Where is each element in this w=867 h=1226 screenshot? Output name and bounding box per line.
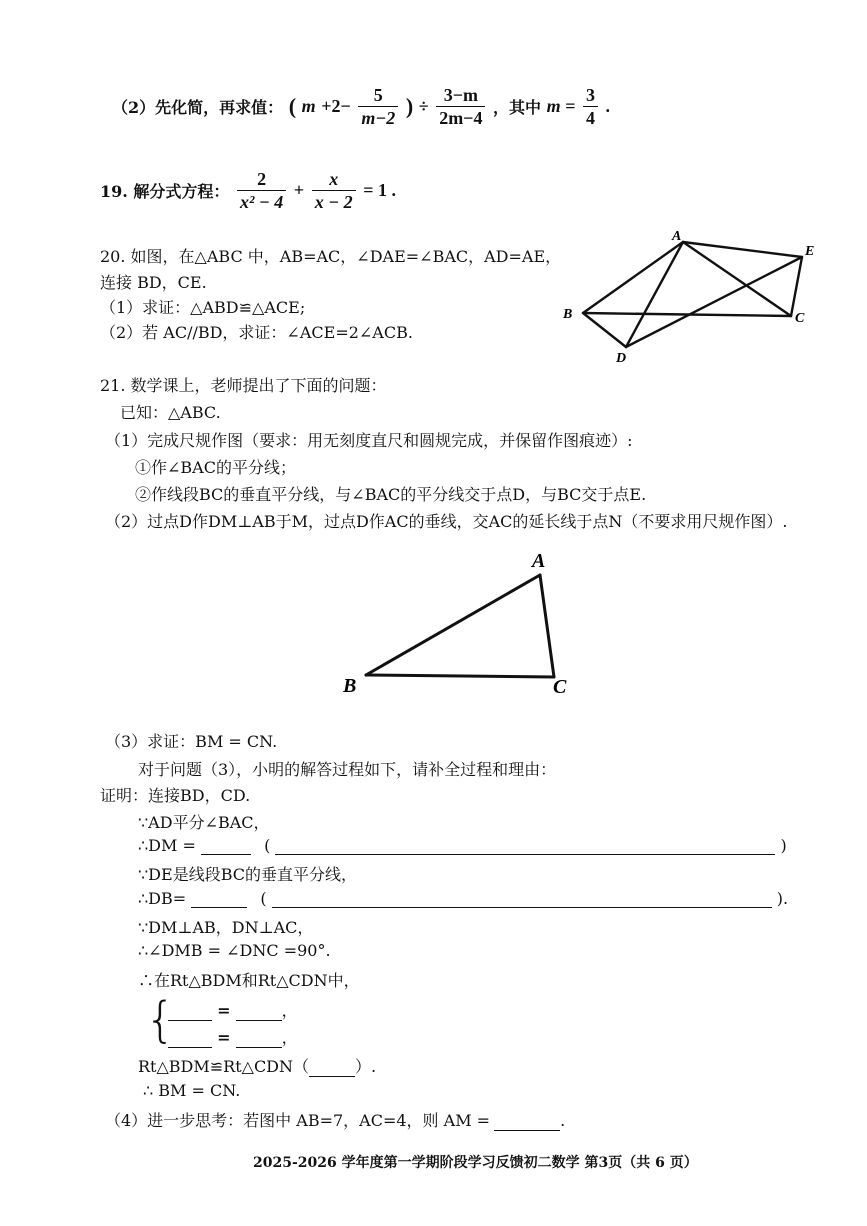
proof-line-7: ∴在Rt△BDM和Rt△CDN中， bbox=[138, 971, 360, 990]
proof-line-8-label: Rt△BDM≌Rt△CDN（ bbox=[138, 1057, 310, 1076]
proof-line-8 bbox=[138, 1054, 376, 1077]
q21-figure bbox=[335, 545, 585, 700]
q18-2-fraction-3-numerator: 3 bbox=[583, 84, 598, 107]
q18-2-fraction-1-numerator: 5 bbox=[358, 84, 398, 107]
q18-2-fraction-3 bbox=[583, 84, 598, 129]
proof-blank-cond-1-right[interactable] bbox=[236, 1004, 282, 1021]
proof-line-8-close: ）. bbox=[355, 1057, 377, 1076]
proof-line-2-close: ) bbox=[780, 836, 787, 855]
q21-line-3: （1）完成尺规作图（要求：用无刻度直尺和圆规完成，并保留作图痕迹）: bbox=[105, 431, 633, 450]
q20-line-1: 20. 如图，在△ABC 中，AB=AC，∠DAE=∠BAC，AD=AE， bbox=[100, 247, 562, 266]
q18-2-open-paren: ( bbox=[288, 93, 297, 119]
proof-blank-reason-1[interactable] bbox=[275, 838, 775, 855]
q21-segment-ab bbox=[366, 575, 540, 675]
proof-blank-cond-1-left[interactable] bbox=[168, 1004, 212, 1021]
q20-label-c: C bbox=[795, 311, 805, 326]
proof-blank-db[interactable] bbox=[191, 891, 247, 908]
proof-blank-cond-2-right[interactable] bbox=[236, 1031, 282, 1048]
q19-fraction-1 bbox=[237, 168, 286, 213]
q19-plus: + bbox=[293, 180, 305, 200]
q19-fraction-1-denominator: x² − 4 bbox=[240, 192, 284, 212]
q21-label-b: B bbox=[343, 675, 357, 697]
q21-label-c: C bbox=[553, 676, 567, 698]
q20-label-e: E bbox=[805, 244, 815, 259]
q21-line-9-period: . bbox=[560, 1111, 566, 1130]
proof-blank-congruence-reason[interactable] bbox=[309, 1060, 355, 1077]
q19-fraction-1-numerator: 2 bbox=[237, 168, 286, 191]
proof-cond-1-comma: ， bbox=[281, 1001, 298, 1020]
q18-2-suffix: ，其中 bbox=[493, 98, 542, 117]
q21-line-8: 对于问题（3），小明的解答过程如下，请补全过程和理由： bbox=[138, 760, 557, 779]
q18-2-fraction-1-denominator: m−2 bbox=[361, 108, 396, 128]
proof-condition-1 bbox=[168, 998, 298, 1021]
q18-2-fraction-2-denominator: 2m−4 bbox=[439, 108, 483, 128]
q20-figure bbox=[555, 222, 825, 367]
q18-2-fraction-2-numerator: 3−m bbox=[436, 84, 485, 107]
q21-blank-am[interactable] bbox=[494, 1114, 560, 1131]
proof-line-4-label: ∴DB= bbox=[138, 889, 187, 908]
q21-line-6: （2）过点D作DM⊥AB于M，过点D作AC的垂线，交AC的延长线于点N（不要求用尺规作图）. bbox=[105, 512, 788, 531]
proof-brace: { bbox=[145, 992, 176, 1048]
q18-2-plus-two: +2− bbox=[321, 96, 351, 116]
q19-fraction-2 bbox=[312, 168, 356, 213]
proof-blank-cond-2-left[interactable] bbox=[168, 1031, 212, 1048]
q18-2-m-equals: m = bbox=[546, 96, 576, 116]
q18-2-fraction-3-denominator: 4 bbox=[585, 108, 595, 128]
proof-blank-reason-2[interactable] bbox=[272, 891, 772, 908]
q21-segment-ac bbox=[540, 575, 554, 677]
proof-cond-1-eq: = bbox=[217, 1001, 231, 1020]
proof-line-0: 证明：连接BD，CD. bbox=[100, 786, 251, 805]
q20-label-d: D bbox=[616, 351, 627, 366]
q18-2 bbox=[112, 84, 610, 129]
q19 bbox=[100, 168, 396, 213]
proof-line-9: ∴ BM = CN. bbox=[143, 1081, 241, 1100]
proof-line-4-close: ). bbox=[776, 889, 789, 908]
q19-fraction-2-numerator: x bbox=[312, 168, 356, 191]
q20-segment-ab bbox=[583, 242, 683, 313]
proof-line-1: ∵AD平分∠BAC， bbox=[138, 813, 270, 832]
q20-label-a: A bbox=[672, 229, 682, 244]
proof-line-4 bbox=[138, 889, 806, 908]
q21-line-9-text: （4）进一步思考：若图中 AB=7，AC=4，则 AM = bbox=[105, 1111, 491, 1130]
q18-2-fraction-2 bbox=[436, 84, 485, 129]
q20-segment-bd bbox=[583, 313, 626, 347]
q21-label-a: A bbox=[532, 550, 546, 572]
proof-line-4-open: ( bbox=[260, 889, 267, 908]
q19-fraction-2-denominator: x − 2 bbox=[314, 192, 353, 212]
q18-2-fraction-1 bbox=[358, 84, 398, 129]
q20-line-3: （1）求证：△ABD≌△ACE; bbox=[100, 298, 306, 317]
proof-cond-2-comma: ， bbox=[281, 1028, 298, 1047]
q21-line-2: 已知：△ABC. bbox=[120, 403, 221, 422]
q18-2-m: m bbox=[301, 96, 316, 116]
q18-2-period: . bbox=[605, 96, 611, 116]
q21-line-7: （3）求证：BM = CN. bbox=[105, 732, 278, 751]
q21-line-1: 21. 数学课上，老师提出了下面的问题： bbox=[100, 376, 387, 395]
proof-line-2-open: ( bbox=[264, 836, 271, 855]
q21-line-9 bbox=[105, 1108, 565, 1131]
proof-cond-2-eq: = bbox=[217, 1028, 231, 1047]
proof-line-5: ∵DM⊥AB，DN⊥AC， bbox=[138, 918, 314, 937]
q20-segment-de bbox=[626, 257, 802, 347]
proof-condition-2 bbox=[168, 1025, 298, 1048]
q21-line-4: ①作∠BAC的平分线； bbox=[135, 458, 296, 477]
q19-rhs: = 1 . bbox=[363, 180, 396, 200]
proof-line-2 bbox=[138, 836, 798, 855]
q21-line-5: ②作线段BC的垂直平分线，与∠BAC的平分线交于点D，与BC交于点E. bbox=[135, 485, 647, 504]
q18-2-prefix: （2）先化简，再求值： bbox=[112, 98, 284, 117]
q20-segment-ce bbox=[791, 257, 802, 316]
q20-line-4: （2）若 AC//BD，求证：∠ACE=2∠ACB. bbox=[100, 323, 413, 342]
q18-2-close-paren: ) bbox=[405, 93, 414, 119]
q20-line-2: 连接 BD，CE. bbox=[100, 273, 207, 292]
proof-line-3: ∵DE是线段BC的垂直平分线， bbox=[138, 865, 357, 884]
proof-line-2-label: ∴DM = bbox=[138, 836, 196, 855]
q19-prefix: 19. 解分式方程： bbox=[100, 182, 230, 201]
page-footer: 2025-2026 学年度第一学期阶段学习反馈初二数学 第3页（共 6 页） bbox=[253, 1155, 698, 1171]
q21-segment-bc bbox=[366, 675, 554, 677]
proof-blank-dm[interactable] bbox=[201, 838, 251, 855]
q18-2-divide: ÷ bbox=[418, 96, 429, 116]
proof-line-6: ∴∠DMB = ∠DNC =90°. bbox=[138, 941, 331, 960]
q20-label-b: B bbox=[563, 307, 573, 322]
